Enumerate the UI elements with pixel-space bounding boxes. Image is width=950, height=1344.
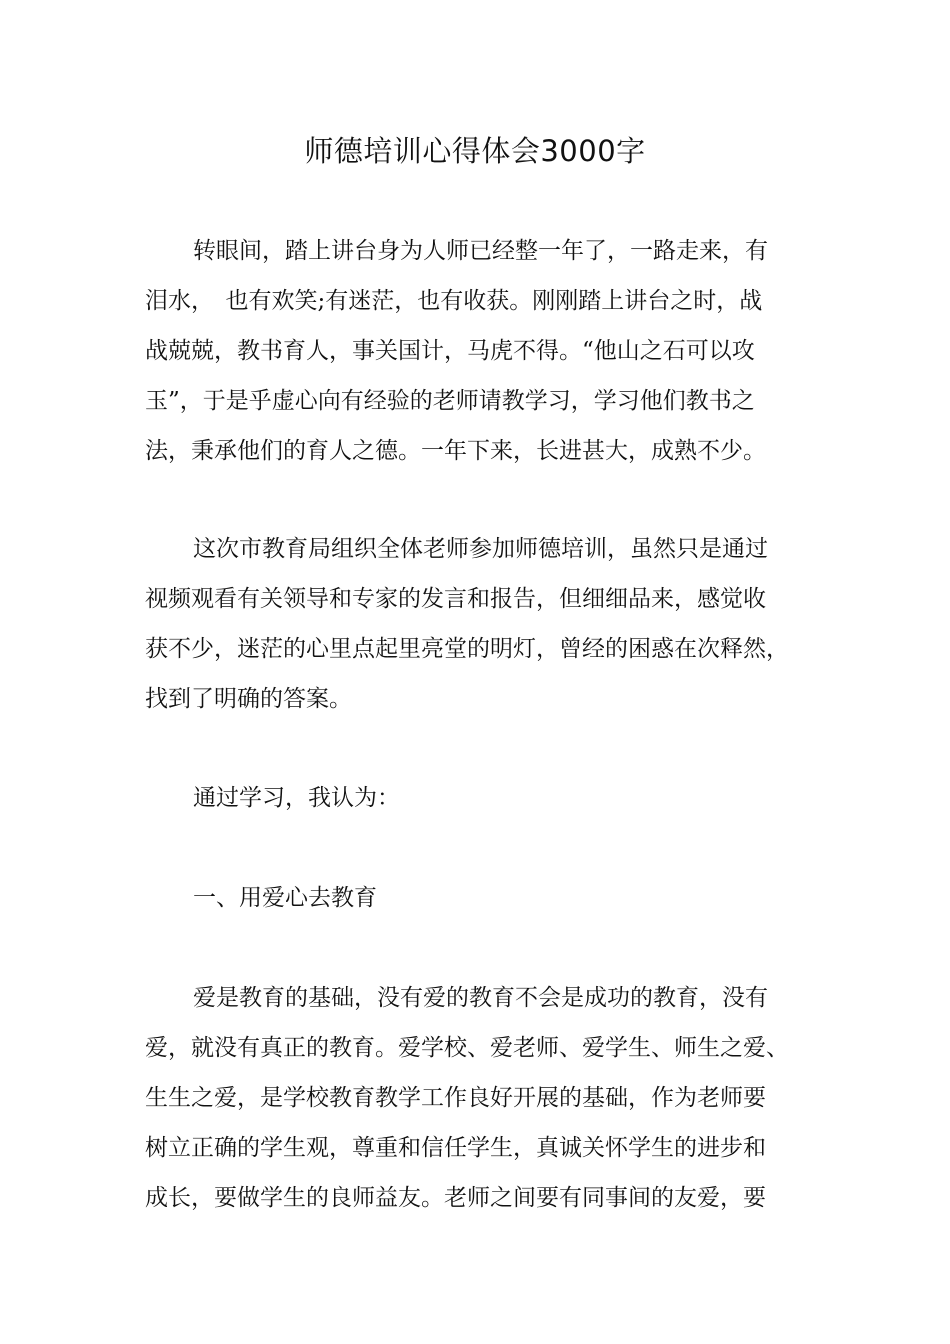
document-title: 师德培训心得体会3000字: [304, 134, 646, 168]
paragraph-1: [145, 226, 835, 476]
paragraph-line: 法，秉承他们的育人之德。一年下来，长进甚大，成熟不少。: [145, 438, 766, 464]
paragraph-line: 泪水， 也有欢笑;有迷茫，也有收获。刚刚踏上讲台之时，战: [145, 288, 763, 314]
paragraph-line: 找到了明确的答案。: [145, 686, 352, 712]
paragraph-line: 通过学习，我认为：: [193, 785, 400, 811]
paragraph-line: 战兢兢，教书育人，事关国计，马虎不得。“他山之石可以攻: [145, 338, 755, 364]
paragraph-5: [145, 973, 835, 1223]
paragraph-3: [145, 773, 835, 823]
paragraph-line: 树立正确的学生观，尊重和信任学生，真诚关怀学生的进步和: [145, 1135, 766, 1161]
paragraph-line: 爱是教育的基础，没有爱的教育不会是成功的教育，没有: [193, 985, 768, 1011]
paragraph-line: 获不少，迷茫的心里点起里亮堂的明灯，曾经的困惑在次释然，: [145, 636, 789, 662]
paragraph-line: 爱，就没有真正的教育。爱学校、爱老师、爱学生、师生之爱、: [145, 1035, 789, 1061]
paragraph-line: 转眼间，踏上讲台身为人师已经整一年了，一路走来，有: [193, 238, 768, 264]
section-heading-text: 一、用爱心去教育: [193, 885, 377, 911]
paragraph-line: 成长，要做学生的良师益友。老师之间要有同事间的友爱，要: [145, 1185, 766, 1211]
paragraph-line: 生生之爱，是学校教育教学工作良好开展的基础，作为老师要: [145, 1085, 766, 1111]
paragraph-line: 玉”，于是乎虚心向有经验的老师请教学习，学习他们教书之: [145, 388, 755, 414]
paragraph-line: 视频观看有关领导和专家的发言和报告，但细细品来，感觉收: [145, 586, 766, 612]
section-heading: [145, 873, 835, 923]
paragraph-2: [145, 524, 835, 724]
paragraph-line: 这次市教育局组织全体老师参加师德培训，虽然只是通过: [193, 536, 768, 562]
